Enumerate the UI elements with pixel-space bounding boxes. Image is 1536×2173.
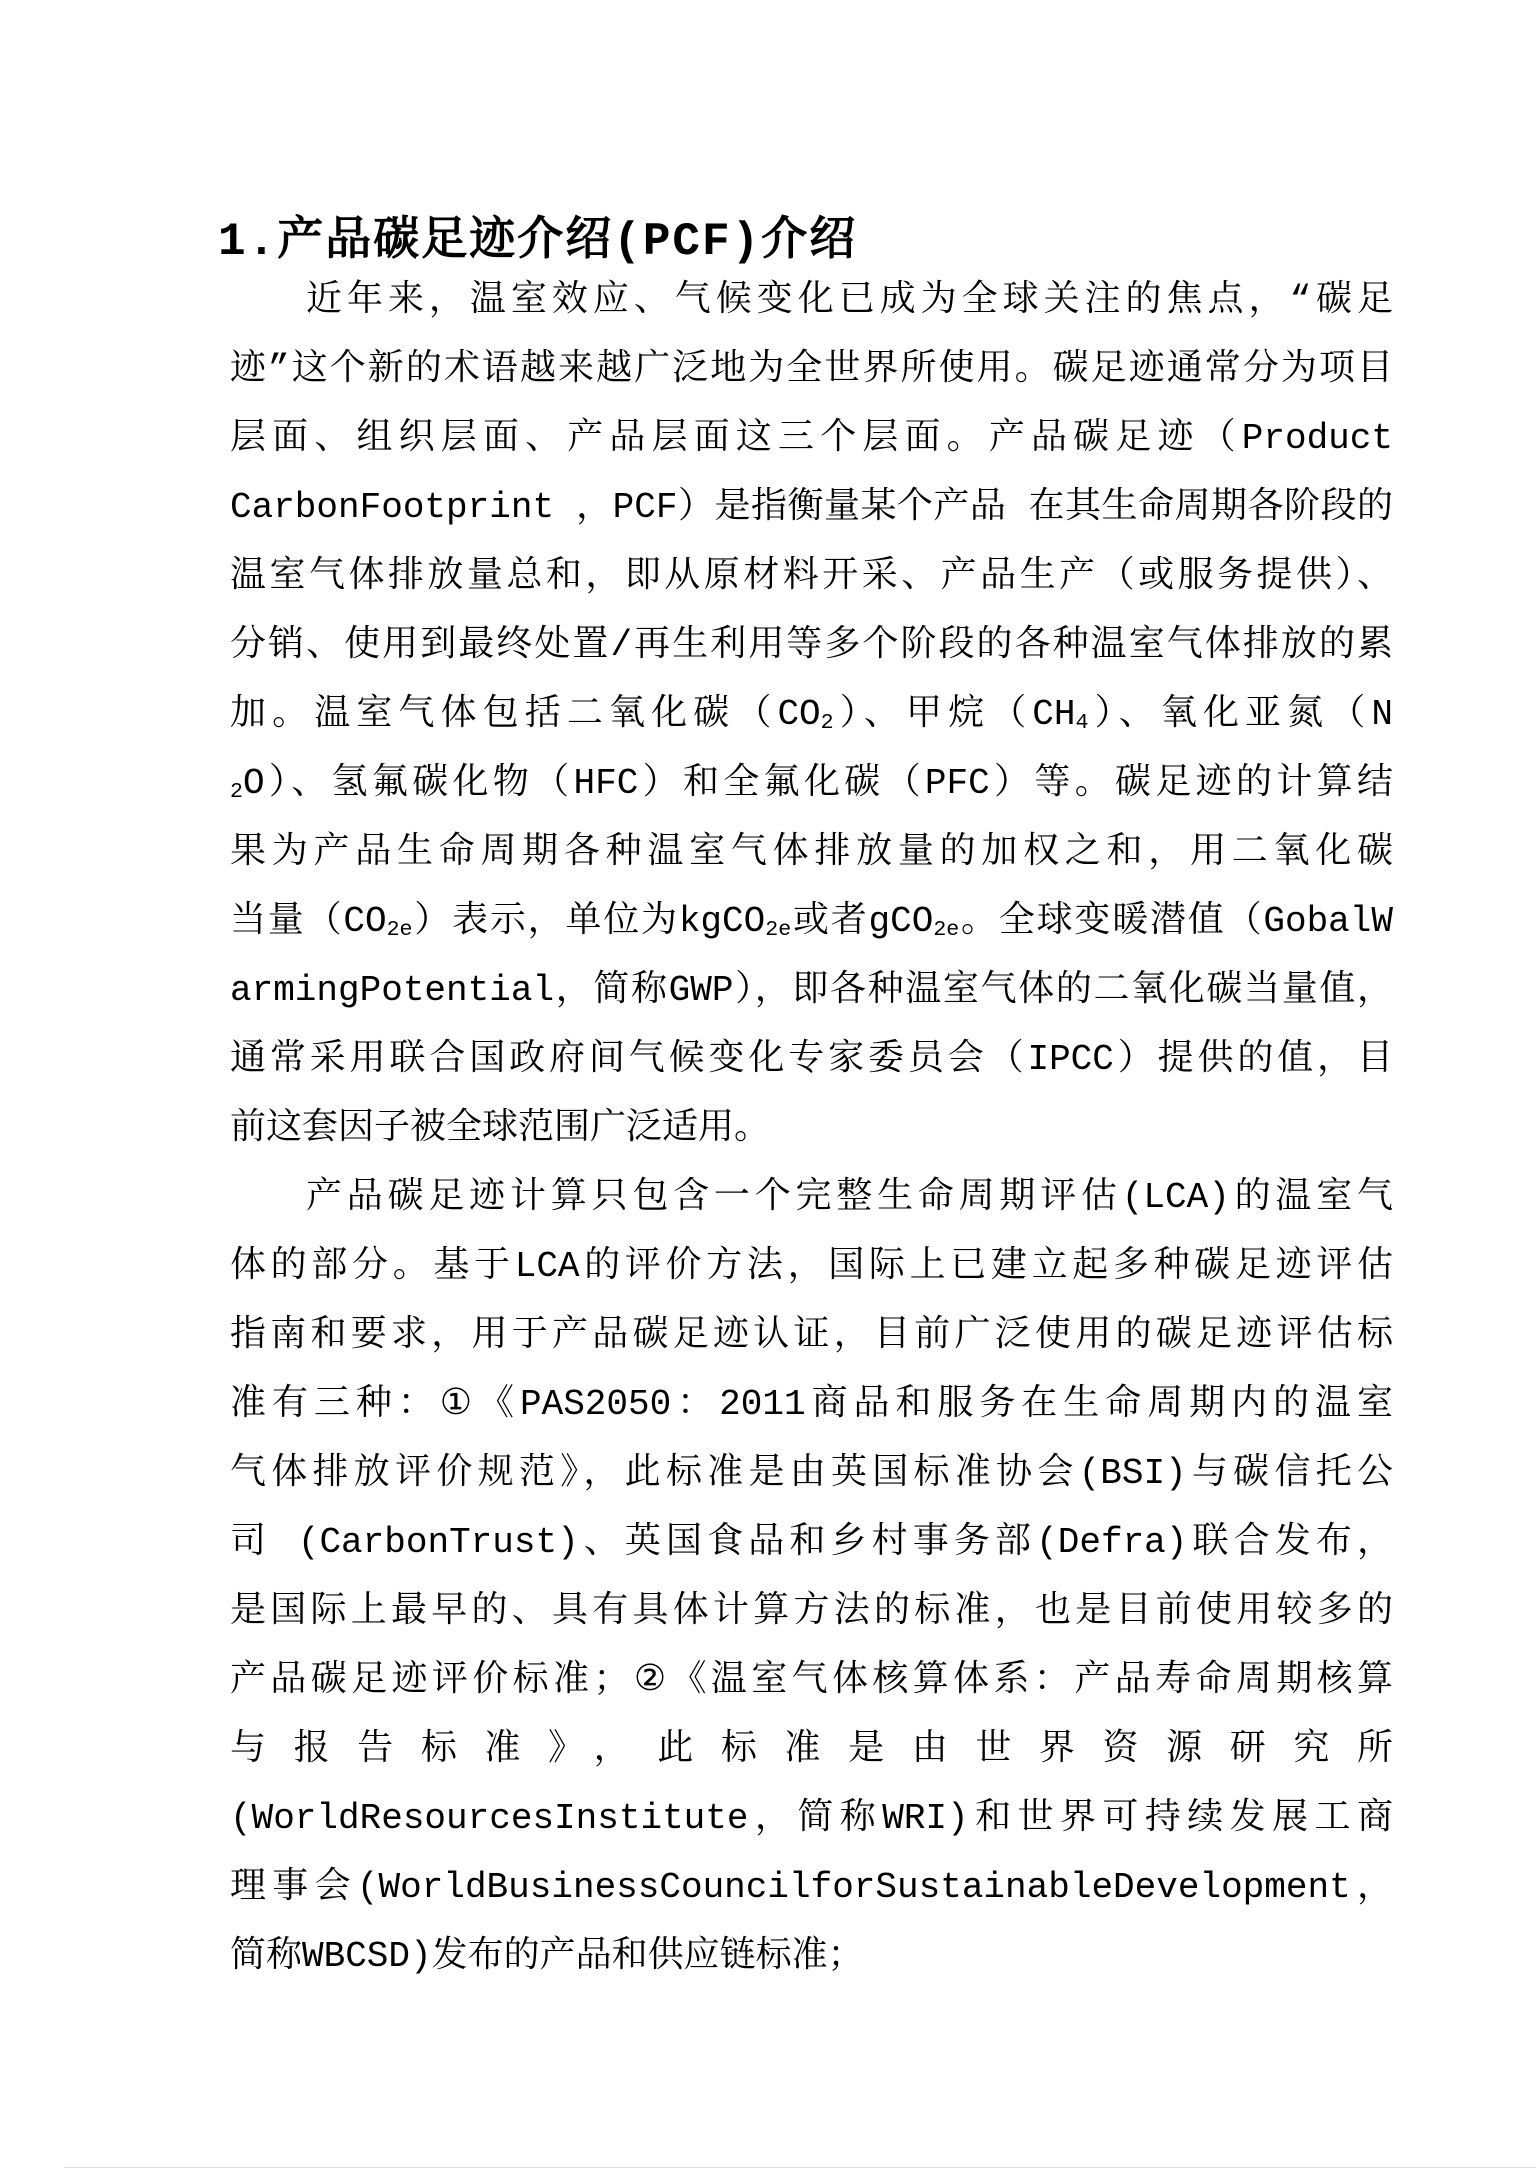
document-body <box>230 266 1393 1991</box>
page-bottom-divider <box>64 2167 1536 2168</box>
subscript: 2e <box>765 917 792 942</box>
subscript: 4 <box>1075 710 1089 735</box>
text-line: 是国际上最早的、具有具体计算方法的标准，也是目前使用较多的 <box>230 1591 1393 1632</box>
text-line: 产品碳足迹评价标准；②《温室气体核算体系：产品寿命周期核算 <box>230 1660 1393 1701</box>
subscript: 2 <box>230 779 243 804</box>
text-line: 司 (CarbonTrust)、英国食品和乡村事务部(Defra)联合发布， <box>230 1522 1393 1563</box>
text-line: 准有三种：①《PAS2050：2011商品和服务在生命周期内的温室 <box>230 1384 1393 1425</box>
text-line: 指南和要求，用于产品碳足迹认证，目前广泛使用的碳足迹评估标 <box>230 1315 1393 1356</box>
text-line: 近年来，温室效应、气候变化已成为全球关注的焦点，“碳足 <box>306 280 1393 321</box>
text-line: 加。温室气体包括二氧化碳$(CO_2)$、甲烷$(CH_4)$、氧化亚氮（N <box>230 694 1393 735</box>
text-line: 与报告标准》，此标准是由世界资源研究所 <box>230 1729 1393 1770</box>
text-line: 理事会(WorldBusinessCouncilforSustainableDevelopment， <box>230 1867 1393 1908</box>
text-line: 果为产品生命周期各种温室气体排放量的加权之和，用二氧化碳 <box>230 832 1393 873</box>
text-line: armingPotential，简称GWP），即各种温室气体的二氧化碳当量值， <box>230 970 1393 1011</box>
text-line: 分销、使用到最终处置/再生利用等多个阶段的各种温室气体排放的累 <box>230 625 1393 666</box>
text-line: 当量$(CO_{2e})$表示，单位为kgCO$_{2e}$或者gCO$_{2e}$。全球变暖潜值（GobalW <box>230 901 1393 942</box>
text-line: 体的部分。基于LCA的评价方法，国际上已建立起多种碳足迹评估 <box>230 1246 1393 1287</box>
text-line: 通常采用联合国政府间气候变化专家委员会（IPCC）提供的值，目 <box>230 1039 1393 1080</box>
subscript: 2 <box>820 710 834 735</box>
text-line: 简称WBCSD)发布的产品和供应链标准； <box>230 1936 864 1977</box>
subscript: 2e <box>386 917 413 942</box>
text-line: 温室气体排放量总和，即从原材料开采、产品生产（或服务提供）、 <box>230 556 1393 597</box>
text-line: $_2$O）、氢氟碳化物（HFC）和全氟化碳（PFC）等。碳足迹的计算结 <box>230 763 1393 804</box>
subscript: 2e <box>933 917 960 942</box>
text-line: 层面、组织层面、产品层面这三个层面。产品碳足迹（Product <box>230 418 1393 459</box>
text-line: (WorldResourcesInstitute，简称WRI)和世界可持续发展工商 <box>230 1798 1393 1839</box>
page-title: 1.产品碳足迹介绍(PCF)介绍 <box>218 215 858 268</box>
text-line: 产品碳足迹计算只包含一个完整生命周期评估(LCA)的温室气 <box>306 1177 1393 1218</box>
text-line: CarbonFootprint ，PCF）是指衡量某个产品 在其生命周期各阶段的 <box>230 487 1393 528</box>
text-line: 迹”这个新的术语越来越广泛地为全世界所使用。碳足迹通常分为项目 <box>230 349 1393 390</box>
text-line: 前这套因子被全球范围广泛适用。 <box>230 1108 771 1149</box>
text-line: 气体排放评价规范》，此标准是由英国标准协会(BSI)与碳信托公 <box>230 1453 1393 1494</box>
